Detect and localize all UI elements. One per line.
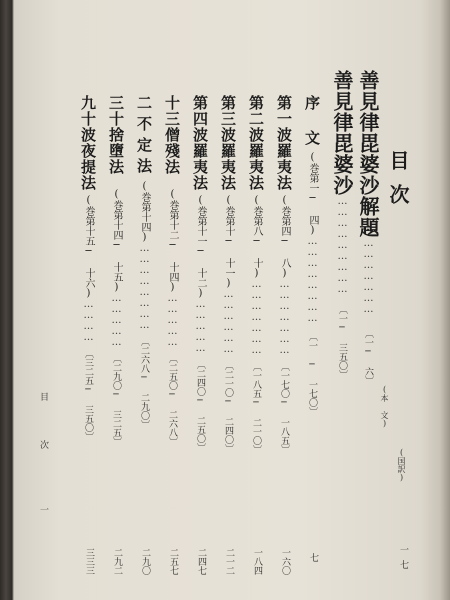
leader-dots: ………………… <box>251 279 262 356</box>
entry-name: 第二波羅夷法 <box>247 95 265 191</box>
leader-dots: …………………… <box>307 236 318 324</box>
page-range: 〔二一〇─ 二四〇〕 <box>223 361 233 453</box>
translation-page: 三三三 <box>84 548 94 575</box>
page-range: 〔三二五─ 三五〇〕 <box>83 349 93 441</box>
toc-entry <box>220 95 236 453</box>
volume-ref: (巻第十二─ 十四) <box>167 189 178 293</box>
translation-page: 二五七 <box>168 548 178 575</box>
page-range: 〔二四〇─ 二五〇〕 <box>195 360 205 452</box>
translation-page: 七 <box>308 553 318 562</box>
leader-dots: …………… <box>167 293 178 348</box>
leader-dots: …………………… <box>139 243 150 331</box>
translation-page: 二九二 <box>112 548 122 575</box>
volume-ref: (巻第十一─ 十二) <box>195 195 206 299</box>
entry-name: 二不定法 <box>135 95 153 179</box>
translation-page: 一八四 <box>252 548 262 575</box>
leader-dots: …………… <box>111 293 122 348</box>
volume-ref: (巻第十─ 十一) <box>223 195 234 289</box>
page-range: 〔一八五─ 二一〇〕 <box>251 362 261 454</box>
entry-name: 第四波羅夷法 <box>191 95 209 191</box>
toc-title-main <box>332 70 352 379</box>
translation-page: 二四七 <box>196 548 206 575</box>
toc-title-intro <box>358 70 378 385</box>
page-range: 〔一─ 六〕 <box>363 329 373 385</box>
leader-dots: ……………………… <box>337 196 348 295</box>
toc-page <box>14 0 434 600</box>
translation-page: 七 <box>398 560 408 569</box>
toc-entry <box>108 95 124 446</box>
toc-entry <box>192 95 208 452</box>
volume-ref: (巻第八─ 十) <box>251 195 262 279</box>
toc-entry <box>80 95 96 441</box>
page-range: 〔一─ 三五〇〕 <box>337 305 347 379</box>
translation-page: 二一二 <box>224 548 234 575</box>
translation-column-label: (国訳) <box>397 448 406 482</box>
volume-ref: (巻第十五─ 十六) <box>83 195 94 299</box>
toc-entry <box>164 95 180 446</box>
leader-dots: …………… <box>195 299 206 354</box>
page-range: 〔二九〇─ 三二五〕 <box>111 354 121 446</box>
page-range: 〔二五〇─ 二六八〕 <box>167 354 177 446</box>
page-range: 〔二六八─ 二九〇〕 <box>139 337 149 429</box>
entry-name: 序 文 <box>303 95 321 146</box>
volume-ref: (巻第四─ 八) <box>279 195 290 279</box>
volume-ref: (巻第十四) <box>139 181 150 243</box>
running-head-bottom: 次 <box>38 440 48 449</box>
running-head-top: 目 <box>38 392 48 401</box>
page-heading: 目次 <box>386 150 410 218</box>
leader-dots: ………………… <box>279 279 290 356</box>
leader-dots: ……………… <box>223 289 234 355</box>
folio-number: 一 <box>38 505 48 514</box>
entry-name: 三十捨墮法 <box>107 95 125 175</box>
toc-entry <box>276 95 292 454</box>
leader-dots: ………………… <box>363 238 374 315</box>
translation-page: 一 <box>398 545 408 554</box>
translation-page: 一六〇 <box>280 548 290 575</box>
toc-entry <box>248 95 264 454</box>
title-text: 善見律毘婆沙 <box>330 70 354 196</box>
entry-name: 十三僧殘法 <box>163 95 181 175</box>
entry-name: 第一波羅夷法 <box>275 95 293 191</box>
toc-entry <box>136 95 152 429</box>
translation-page: 二九〇 <box>140 548 150 575</box>
page-column-label: (本 文) <box>380 385 389 428</box>
entry-name: 第三波羅夷法 <box>219 95 237 191</box>
volume-ref: (巻第十四─ 十五) <box>111 189 122 293</box>
entry-name: 九十波夜提法 <box>79 95 97 191</box>
leader-dots: ………… <box>83 299 94 343</box>
volume-ref: (巻第一─ 四) <box>307 152 318 236</box>
page-range: 〔一七〇─ 一八五〕 <box>279 362 289 454</box>
page-range: 〔一 ─ 一七〇〕 <box>307 332 317 416</box>
toc-entry <box>304 95 320 416</box>
title-text: 善見律毘婆沙解題 <box>356 70 380 238</box>
